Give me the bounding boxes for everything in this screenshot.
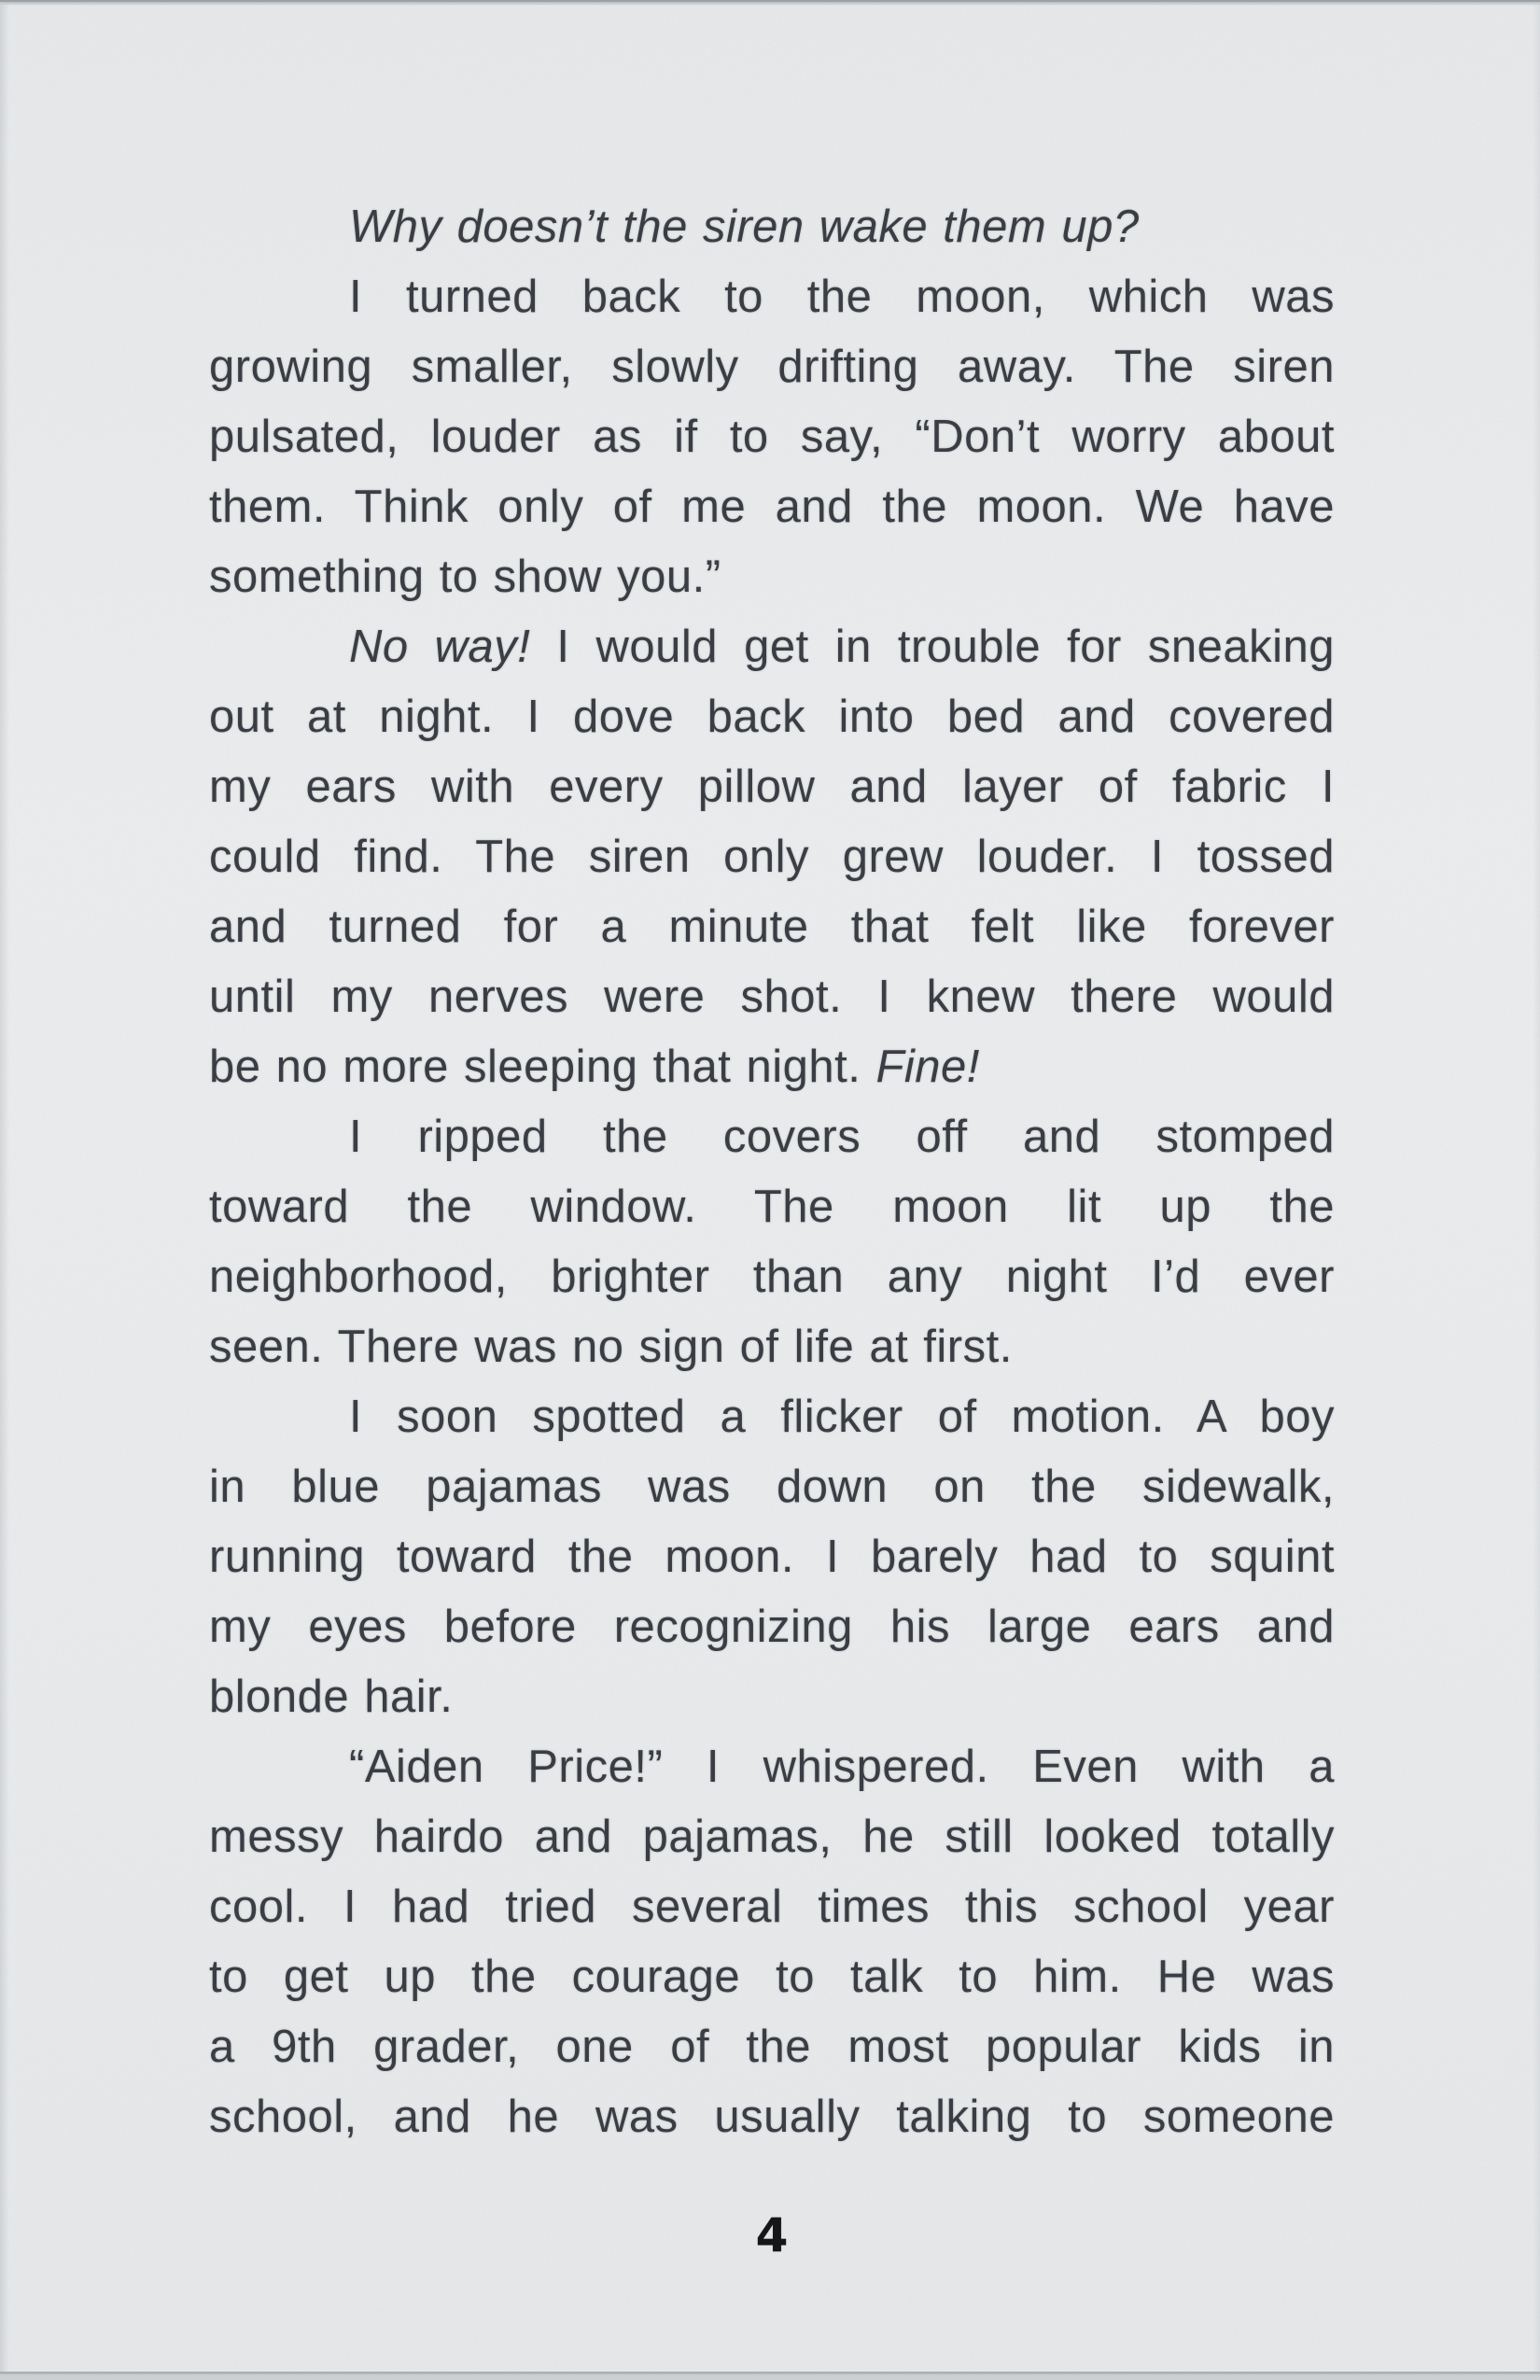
body-text: my ears with every pillow and layer of fabric I: [209, 762, 1335, 812]
page-text: [209, 192, 1335, 2152]
body-text: neighborhood, brighter than any night I’d ever: [209, 1252, 1335, 1302]
italic-text: Why doesn’t the siren wake them up?: [349, 202, 1140, 252]
body-text: school, and he was usually talking to someone: [209, 2092, 1335, 2142]
text-line-p2-2: [209, 332, 1335, 402]
body-text: I ripped the covers off and stomped: [349, 1112, 1335, 1162]
body-text: a 9th grader, one of the most popular kids in: [209, 2022, 1335, 2072]
text-line-p3-6: [209, 962, 1335, 1032]
text-line-p6-5: [209, 2012, 1335, 2082]
text-line-p3-5: [209, 892, 1335, 962]
body-text: I soon spotted a flicker of motion. A boy: [349, 1392, 1335, 1442]
text-line-p2-4: [209, 472, 1335, 542]
body-text: I would get in trouble for sneaking: [530, 622, 1335, 672]
body-text: to get up the courage to talk to him. He was: [209, 1952, 1335, 2002]
body-text: messy hairdo and pajamas, he still looked totally: [209, 1812, 1335, 1862]
text-line-p2-5: [209, 542, 1335, 612]
text-line-p6-2: [209, 1802, 1335, 1872]
body-text: out at night. I dove back into bed and covered: [209, 692, 1335, 742]
body-text: and turned for a minute that felt like forever: [209, 902, 1335, 952]
text-line-p5-1: [209, 1382, 1335, 1452]
text-line-p5-5: [209, 1662, 1335, 1732]
text-line-p4-3: [209, 1242, 1335, 1312]
text-line-p2-1: [209, 262, 1335, 332]
text-line-p3-3: [209, 752, 1335, 822]
body-text: be no more sleeping that night.: [209, 1042, 876, 1092]
body-text: in blue pajamas was down on the sidewalk,: [209, 1462, 1335, 1512]
page-edge-bottom: [0, 2372, 1540, 2380]
text-line-p3-7: [209, 1032, 1335, 1102]
body-text: growing smaller, slowly drifting away. The siren: [209, 342, 1335, 392]
body-text: could find. The siren only grew louder. I tossed: [209, 832, 1335, 882]
text-line-p5-4: [209, 1592, 1335, 1662]
text-line-p6-4: [209, 1942, 1335, 2012]
text-line-p4-1: [209, 1102, 1335, 1172]
italic-text: Fine!: [875, 1042, 980, 1092]
body-text: I turned back to the moon, which was: [349, 272, 1335, 322]
body-text: blonde hair.: [209, 1672, 454, 1722]
text-line-p5-3: [209, 1522, 1335, 1592]
body-text: something to show you.”: [209, 552, 721, 602]
text-line-p6-6: [209, 2082, 1335, 2152]
text-line-p6-1: [209, 1732, 1335, 1802]
text-line-p3-4: [209, 822, 1335, 892]
body-text: “Aiden Price!” I whispered. Even with a: [349, 1742, 1335, 1792]
text-line-p6-3: [209, 1872, 1335, 1942]
body-text: toward the window. The moon lit up the: [209, 1182, 1335, 1232]
text-line-p5-2: [209, 1452, 1335, 1522]
text-line-p2-3: [209, 402, 1335, 472]
body-text: my eyes before recognizing his large ears and: [209, 1602, 1335, 1652]
page-edge-top: [0, 0, 1540, 6]
body-text: them. Think only of me and the moon. We have: [209, 482, 1335, 532]
italic-text: No way!: [349, 622, 531, 672]
body-text: cool. I had tried several times this school year: [209, 1882, 1335, 1932]
text-line-p3-2: [209, 682, 1335, 752]
text-line-p4-4: [209, 1312, 1335, 1382]
body-text: running toward the moon. I barely had to squint: [209, 1532, 1335, 1582]
text-line-p4-2: [209, 1172, 1335, 1242]
text-line-p3-1: [209, 612, 1335, 682]
body-text: seen. There was no sign of life at first.: [209, 1322, 1013, 1372]
body-text: until my nerves were shot. I knew there would: [209, 972, 1335, 1022]
body-text: pulsated, louder as if to say, “Don’t worry about: [209, 412, 1335, 462]
text-line-p1-1: [209, 192, 1335, 262]
page-number: 4: [755, 2208, 789, 2262]
